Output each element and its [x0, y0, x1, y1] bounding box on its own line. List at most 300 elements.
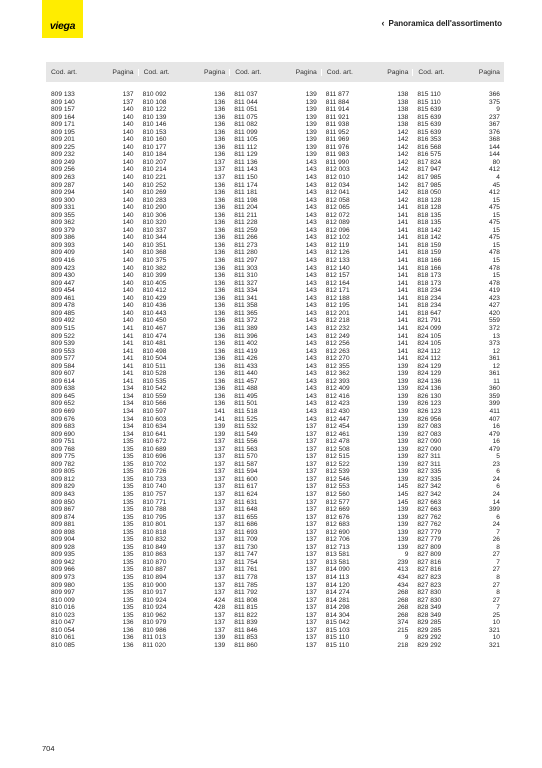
page-ref: 139: [397, 362, 409, 370]
table-row: [229, 378, 321, 386]
article-code: 809 683: [51, 423, 75, 431]
page-ref: 143: [305, 370, 317, 378]
table-row: [46, 483, 138, 491]
table-row: [229, 265, 321, 273]
page-ref: 135: [122, 551, 134, 559]
article-code: 809 416: [51, 257, 75, 265]
page-ref: 139: [214, 423, 226, 431]
page-ref: 141: [214, 407, 226, 415]
table-row: [229, 219, 321, 227]
article-code: 811 259: [234, 226, 258, 234]
page-ref: 139: [397, 475, 409, 483]
table-row: [412, 302, 504, 310]
table-row: [138, 408, 230, 416]
article-code: 818 159: [417, 249, 442, 257]
page-ref: 478: [488, 264, 500, 272]
table-row: [321, 272, 413, 280]
page-ref: 139: [214, 641, 226, 649]
table-row: [229, 348, 321, 356]
table-row: [321, 265, 413, 273]
article-code: 814 090: [325, 566, 350, 574]
table-row: [321, 453, 413, 461]
page-ref: 137: [305, 468, 317, 476]
page-ref: 268: [397, 589, 409, 597]
article-code: 811 983: [325, 151, 350, 159]
page-ref: 143: [305, 272, 317, 280]
page-ref: 144: [488, 143, 500, 151]
article-code: 811 457: [234, 377, 258, 385]
article-code: 810 320: [142, 219, 167, 227]
page-ref: 137: [305, 581, 317, 589]
table-row: [412, 514, 504, 522]
page-ref: 136: [214, 106, 226, 114]
page-ref: 137: [214, 158, 226, 166]
table-row: [412, 385, 504, 393]
table-row: [46, 249, 138, 257]
article-code: 818 173: [417, 279, 442, 287]
article-code: 810 801: [142, 521, 167, 529]
page-ref: 12: [492, 347, 500, 355]
table-row: [138, 287, 230, 295]
article-code: 810 306: [142, 211, 167, 219]
article-code: 810 450: [142, 317, 167, 325]
table-row: [412, 446, 504, 454]
table-row: [321, 483, 413, 491]
page-ref: 15: [492, 226, 500, 234]
page-ref: 478: [488, 279, 500, 287]
article-code: 809 140: [51, 98, 75, 106]
article-code: 811 914: [325, 106, 350, 114]
table-row: [229, 280, 321, 288]
page-ref: 27: [492, 551, 500, 559]
page-ref: 137: [214, 468, 226, 476]
table-row: [46, 182, 138, 190]
table-row: [412, 529, 504, 537]
page-ref: 137: [214, 528, 226, 536]
page-ref: 136: [214, 370, 226, 378]
table-row: [412, 189, 504, 197]
table-row: [321, 627, 413, 635]
table-row: [229, 355, 321, 363]
article-code: 812 461: [325, 430, 350, 438]
article-code: 809 492: [51, 317, 75, 325]
table-row: [321, 634, 413, 642]
article-code: 809 652: [51, 400, 75, 408]
page-ref: 137: [214, 513, 226, 521]
table-row: [412, 521, 504, 529]
page-ref: 137: [305, 596, 317, 604]
page-ref: 145: [397, 483, 409, 491]
page-ref: 368: [488, 136, 500, 144]
table-column: [229, 91, 321, 649]
article-code: 811 631: [234, 498, 258, 506]
article-code: 811 822: [234, 611, 258, 619]
page-ref: 139: [397, 536, 409, 544]
back-link-label: Panoramica dell'assortimento: [388, 18, 502, 28]
page-ref: 143: [305, 332, 317, 340]
article-code: 810 382: [142, 264, 167, 272]
page-ref: 12: [492, 362, 500, 370]
article-code: 811 136: [234, 158, 258, 166]
page-ref: 137: [214, 543, 226, 551]
page-ref: 137: [305, 543, 317, 551]
page-ref: 140: [122, 272, 134, 280]
page-ref: 143: [305, 400, 317, 408]
page-ref: 140: [122, 136, 134, 144]
table-row: [321, 242, 413, 250]
table-row: [412, 197, 504, 205]
table-row: [229, 529, 321, 537]
table-row: [46, 91, 138, 99]
table-row: [321, 544, 413, 552]
page-ref: 141: [397, 287, 409, 295]
page-ref: 141: [397, 226, 409, 234]
table-row: [138, 559, 230, 567]
table-row: [229, 634, 321, 642]
table-row: [229, 431, 321, 439]
table-row: [229, 408, 321, 416]
page-ref: 141: [122, 332, 134, 340]
header-group: [138, 69, 230, 76]
article-code: 811 976: [325, 143, 350, 151]
table-row: [321, 348, 413, 356]
page-ref: 268: [397, 596, 409, 604]
table-row: [412, 272, 504, 280]
article-code: 810 009: [51, 596, 75, 604]
article-code: 810 436: [142, 302, 167, 310]
page-ref: 136: [214, 113, 226, 121]
article-code: 811 754: [234, 558, 258, 566]
article-code: 810 122: [142, 106, 167, 114]
table-row: [138, 242, 230, 250]
article-code: 809 966: [51, 566, 75, 574]
page-ref: 142: [397, 128, 409, 136]
article-code: 811 020: [142, 641, 166, 649]
page-ref: 135: [122, 445, 134, 453]
table-row: [46, 589, 138, 597]
table-row: [229, 174, 321, 182]
article-code: 827 816: [417, 566, 442, 574]
page-ref: 135: [122, 453, 134, 461]
article-code: 812 515: [325, 453, 350, 461]
table-row: [138, 378, 230, 386]
page-ref: 135: [122, 468, 134, 476]
article-code: 810 375: [142, 257, 167, 265]
table-row: [229, 514, 321, 522]
table-row: [229, 91, 321, 99]
table-row: [229, 521, 321, 529]
page-ref: 139: [397, 423, 409, 431]
header-group: [321, 69, 413, 76]
page-ref: 141: [122, 370, 134, 378]
page-ref: 135: [122, 498, 134, 506]
page-ref: 140: [122, 113, 134, 121]
article-code: 827 342: [417, 490, 442, 498]
page-ref: 139: [397, 407, 409, 415]
article-code: 811 013: [142, 634, 166, 642]
table-row: [321, 249, 413, 257]
article-code: 809 928: [51, 543, 75, 551]
table-row: [229, 189, 321, 197]
article-code: 811 341: [234, 294, 258, 302]
table-row: [229, 363, 321, 371]
table-row: [412, 159, 504, 167]
article-code: 827 090: [417, 438, 442, 446]
page-ref: 143: [305, 204, 317, 212]
article-code: 814 281: [325, 596, 350, 604]
page-ref: 137: [305, 453, 317, 461]
table-row: [46, 189, 138, 197]
page-ref: 136: [214, 136, 226, 144]
table-row: [46, 574, 138, 582]
page-ref: 136: [214, 234, 226, 242]
page-ref: 136: [214, 385, 226, 393]
article-code: 829 292: [417, 641, 442, 649]
table-row: [229, 491, 321, 499]
page-ref: 9: [404, 551, 409, 559]
article-code: 817 985: [417, 181, 442, 189]
page-ref: 135: [122, 438, 134, 446]
table-row: [46, 333, 138, 341]
table-row: [46, 612, 138, 620]
page-ref: 136: [214, 264, 226, 272]
article-code: 809 850: [51, 498, 75, 506]
page-ref: 136: [214, 309, 226, 317]
page-ref: 478: [488, 249, 500, 257]
header-group: [229, 69, 321, 76]
page-ref: 139: [397, 370, 409, 378]
page-ref: 141: [397, 302, 409, 310]
page-ref: 143: [305, 309, 317, 317]
table-row: [46, 514, 138, 522]
page-ref: 321: [488, 641, 500, 649]
page-ref: 137: [214, 619, 226, 627]
table-row: [138, 491, 230, 499]
article-code: 811 280: [234, 249, 258, 257]
table-row: [46, 106, 138, 114]
article-code: 812 669: [325, 506, 350, 514]
page-ref: 136: [214, 189, 226, 197]
table-row: [46, 634, 138, 642]
page-ref: 137: [122, 98, 134, 106]
article-code: 811 921: [325, 113, 350, 121]
table-row: [412, 589, 504, 597]
page-ref: 136: [214, 294, 226, 302]
page-ref: 140: [122, 174, 134, 182]
table-row: [412, 212, 504, 220]
article-code: 811 761: [234, 566, 258, 574]
page-ref: 237: [488, 113, 500, 121]
article-code: 810 917: [142, 589, 167, 597]
table-column: [321, 91, 413, 649]
table-row: [229, 121, 321, 129]
article-code: 811 075: [234, 113, 258, 121]
page-ref: 137: [305, 483, 317, 491]
page-ref: 137: [214, 611, 226, 619]
page-ref: 139: [305, 136, 317, 144]
page-ref: 140: [122, 279, 134, 287]
page-ref: 376: [488, 128, 500, 136]
article-code: 809 423: [51, 264, 75, 272]
table-row: [321, 325, 413, 333]
table-row: [46, 582, 138, 590]
table-row: [229, 197, 321, 205]
table-row: [321, 295, 413, 303]
article-code: 824 136: [417, 377, 442, 385]
page-ref: 137: [214, 453, 226, 461]
article-code: 811 327: [234, 279, 258, 287]
page-ref: 134: [122, 407, 134, 415]
page-ref: 136: [214, 302, 226, 310]
article-code: 812 201: [325, 309, 350, 317]
article-code: 810 061: [51, 634, 75, 642]
article-code: 811 266: [234, 234, 258, 242]
page-ref: 359: [488, 392, 500, 400]
article-code: 811 105: [234, 136, 258, 144]
table-row: [321, 642, 413, 650]
table-row: [321, 136, 413, 144]
back-link[interactable]: [382, 18, 503, 28]
table-row: [412, 219, 504, 227]
page-ref: 4: [496, 174, 500, 182]
page-ref: 411: [489, 407, 500, 415]
table-row: [229, 151, 321, 159]
table-row: [412, 431, 504, 439]
article-code: 812 263: [325, 347, 350, 355]
page-ref: 140: [122, 181, 134, 189]
article-code: 812 355: [325, 362, 350, 370]
page-ref: 139: [397, 415, 409, 423]
page-ref: 136: [214, 151, 226, 159]
article-code: 811 099: [234, 128, 258, 136]
table-row: [138, 393, 230, 401]
table-row: [412, 604, 504, 612]
article-code: 810 788: [142, 506, 167, 514]
article-code: 812 430: [325, 407, 350, 415]
table-row: [229, 317, 321, 325]
table-row: [321, 99, 413, 107]
table-row: [412, 476, 504, 484]
article-code: 809 157: [51, 106, 75, 114]
article-code: 811 310: [234, 272, 258, 280]
article-code: 810 757: [142, 490, 167, 498]
article-code: 809 775: [51, 453, 75, 461]
article-code: 809 201: [51, 136, 75, 144]
table-row: [229, 574, 321, 582]
table-row: [321, 612, 413, 620]
table-row: [229, 551, 321, 559]
article-code: 811 877: [325, 91, 350, 98]
article-code: 811 709: [234, 536, 258, 544]
article-code: 827 830: [417, 589, 442, 597]
table-row: [229, 416, 321, 424]
article-code: 811 532: [234, 423, 258, 431]
article-code: 815 103: [325, 626, 350, 634]
table-row: [412, 582, 504, 590]
page-ref: 136: [122, 619, 134, 627]
table-row: [412, 249, 504, 257]
page-ref: 137: [305, 521, 317, 529]
table-row: [138, 325, 230, 333]
page-ref: 139: [397, 453, 409, 461]
page-ref: 137: [214, 483, 226, 491]
article-code: 809 584: [51, 362, 75, 370]
table-row: [321, 106, 413, 114]
page-ref: 24: [492, 490, 500, 498]
table-row: [229, 295, 321, 303]
article-code: 811 563: [234, 445, 258, 453]
table-row: [46, 566, 138, 574]
page-ref: 137: [214, 498, 226, 506]
table-row: [138, 91, 230, 99]
table-row: [321, 355, 413, 363]
page-ref: 143: [305, 407, 317, 415]
article-code: 810 252: [142, 181, 167, 189]
page-ref: 139: [397, 438, 409, 446]
article-code: 809 805: [51, 468, 75, 476]
table-row: [321, 144, 413, 152]
article-code: 811 747: [234, 551, 258, 559]
page-ref: 419: [488, 287, 500, 295]
table-row: [46, 114, 138, 122]
table-row: [229, 234, 321, 242]
table-row: [138, 597, 230, 605]
page-ref: 136: [214, 98, 226, 106]
article-code: 828 349: [417, 604, 442, 612]
page-ref: 15: [492, 241, 500, 249]
article-code: 809 300: [51, 196, 75, 204]
page-ref: 143: [305, 392, 317, 400]
table-row: [321, 197, 413, 205]
article-code: 812 409: [325, 385, 350, 393]
page-ref: 136: [214, 91, 226, 98]
page-ref: 141: [397, 347, 409, 355]
table-row: [321, 491, 413, 499]
article-code: 824 129: [417, 370, 442, 378]
table-row: [46, 408, 138, 416]
article-code: 811 204: [234, 204, 258, 212]
article-code: 812 218: [325, 317, 350, 325]
logo-text: viega: [49, 20, 76, 32]
table-row: [412, 393, 504, 401]
page-ref: 140: [122, 234, 134, 242]
table-row: [46, 529, 138, 537]
article-code: 810 221: [142, 174, 167, 182]
table-row: [138, 280, 230, 288]
page-ref: 45: [492, 181, 500, 189]
article-code: 810 337: [142, 226, 167, 234]
page-ref: 424: [214, 596, 226, 604]
table-row: [412, 234, 504, 242]
page-ref: 375: [488, 98, 500, 106]
page-ref: 412: [488, 166, 500, 174]
page-ref: 134: [122, 385, 134, 393]
table-row: [321, 582, 413, 590]
article-code: 809 485: [51, 309, 75, 317]
table-row: [321, 604, 413, 612]
page-ref: 136: [214, 400, 226, 408]
table-row: [412, 574, 504, 582]
article-code: 812 577: [325, 498, 350, 506]
page-ref: 143: [305, 234, 317, 242]
page-ref: 137: [305, 490, 317, 498]
table-row: [46, 166, 138, 174]
table-row: [46, 227, 138, 235]
article-code: 810 351: [142, 241, 167, 249]
article-code: 811 433: [234, 362, 258, 370]
table-row: [321, 227, 413, 235]
article-code: 809 133: [51, 91, 75, 98]
